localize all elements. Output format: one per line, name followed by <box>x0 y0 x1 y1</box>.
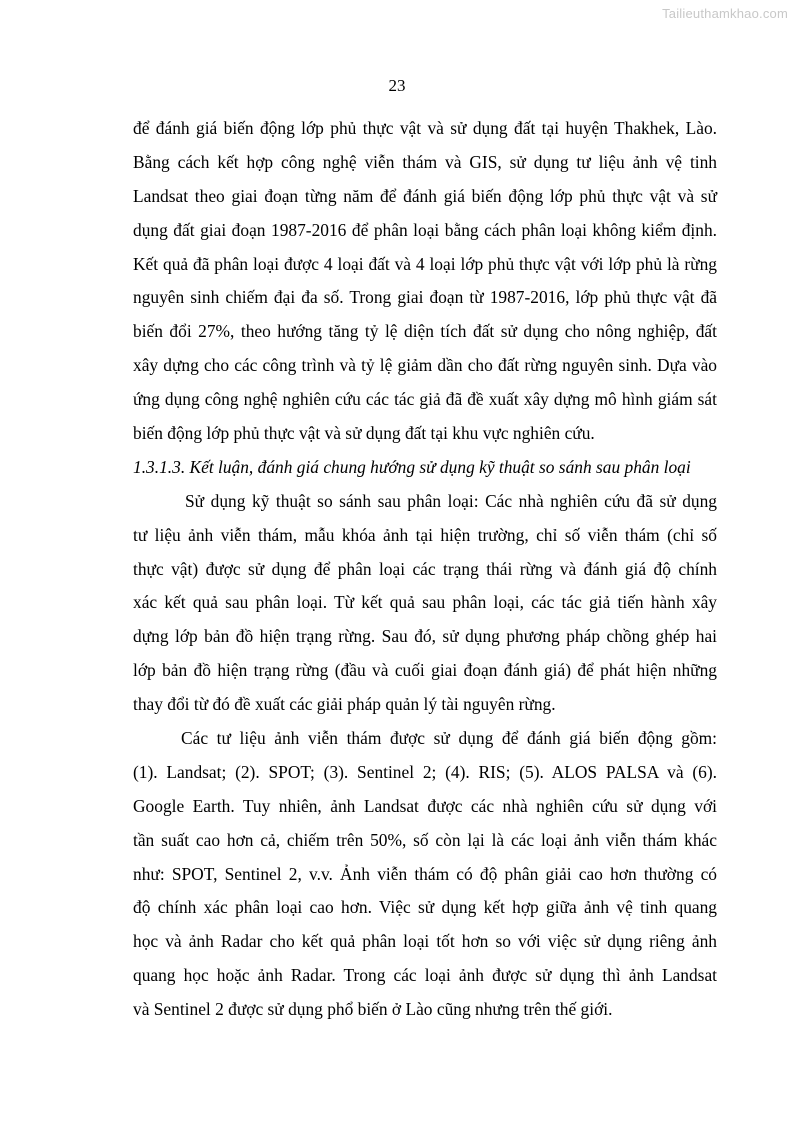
text-line: Sử dụng kỹ thuật so sánh sau phân loại: Các nhà nghiên cứu đã sử dụng <box>185 490 717 511</box>
text-line: biến động lớp phủ thực vật và sử dụng đất tại khu vực nghiên cứu. <box>133 423 595 444</box>
text-line: xác kết quả sau phân loại. Từ kết quả sau phân loại, các tác giả tiến hành xây <box>133 592 717 613</box>
text-line: học và ảnh Radar cho kết quả phân loại tốt hơn so với việc sử dụng riêng ảnh <box>133 931 717 952</box>
text-line: dụng đất giai đoạn 1987-2016 để phân loại bằng cách phân loại không kiểm định. <box>133 219 717 240</box>
text-line: thực vật) được sử dụng để phân loại các trạng thái rừng và đánh giá độ chính <box>133 558 717 579</box>
text-line: tần suất cao hơn cả, chiếm trên 50%, số còn lại là các loại ảnh viễn thám khác <box>133 829 717 850</box>
page-number: 23 <box>388 76 406 95</box>
text-line: (1). Landsat; (2). SPOT; (3). Sentinel 2; (4). RIS; (5). ALOS PALSA và (6). <box>133 761 717 782</box>
text-line: Kết quả đã phân loại được 4 loại đất và 4 loại lớp phủ thực vật với lớp phủ là rừng <box>133 253 717 274</box>
text-line: độ chính xác phân loại cao hơn. Việc sử dụng kết hợp giữa ảnh vệ tinh quang <box>133 897 717 918</box>
text-line: thay đổi từ đó đề xuất các giải pháp quản lý tài nguyên rừng. <box>133 694 556 715</box>
text-line: Các tư liệu ảnh viễn thám được sử dụng để đánh giá biến động gồm: <box>181 728 717 749</box>
text-line: Landsat theo giai đoạn từng năm để đánh giá biến động lớp phủ thực vật và sử <box>133 185 717 206</box>
text-line: tư liệu ảnh viễn thám, mẫu khóa ảnh tại hiện trường, chỉ số viễn thám (chỉ số <box>133 524 717 545</box>
text-line: biến đổi 27%, theo hướng tăng tỷ lệ diện tích đất sử dụng cho nông nghiệp, đất <box>133 321 717 342</box>
text-line: và Sentinel 2 được sử dụng phổ biến ở Lào cũng nhưng trên thế giới. <box>133 999 613 1020</box>
text-line: lớp bản đồ hiện trạng rừng (đầu và cuối giai đoạn đánh giá) để phát hiện những <box>133 660 717 681</box>
text-line: quang học hoặc ảnh Radar. Trong các loại ảnh được sử dụng thì ảnh Landsat <box>133 965 717 986</box>
text-line: xây dựng cho các công trình và tỷ lệ giảm dần cho đất rừng nguyên sinh. Dựa vào <box>133 355 717 376</box>
text-line: ứng dụng công nghệ nghiên cứu các tác giả đã đề xuất xây dựng mô hình giám sát <box>133 389 717 410</box>
watermark-text: Tailieuthamkhao.com <box>662 6 788 21</box>
text-line: để đánh giá biến động lớp phủ thực vật và sử dụng đất tại huyện Thakhek, Lào. <box>133 118 717 138</box>
text-line: dựng lớp bản đồ hiện trạng rừng. Sau đó, sử dụng phương pháp chồng ghép hai <box>133 626 717 647</box>
text-line: như: SPOT, Sentinel 2, v.v. Ảnh viễn thám có độ phân giải cao hơn thường có <box>133 863 717 884</box>
section-heading: 1.3.1.3. Kết luận, đánh giá chung hướng sử dụng kỹ thuật so sánh sau phân loại <box>133 456 691 477</box>
document-body <box>133 112 717 1027</box>
text-line: Bằng cách kết hợp công nghệ viễn thám và GIS, sử dụng tư liệu ảnh vệ tinh <box>133 151 717 172</box>
paragraph-2 <box>133 485 717 722</box>
paragraph-1 <box>133 112 717 451</box>
paragraph-3 <box>133 722 717 1027</box>
text-line: Google Earth. Tuy nhiên, ảnh Landsat được các nhà nghiên cứu sử dụng với <box>133 795 717 816</box>
text-line: nguyên sinh chiếm đại đa số. Trong giai đoạn từ 1987-2016, lớp phủ thực vật đã <box>133 287 717 308</box>
